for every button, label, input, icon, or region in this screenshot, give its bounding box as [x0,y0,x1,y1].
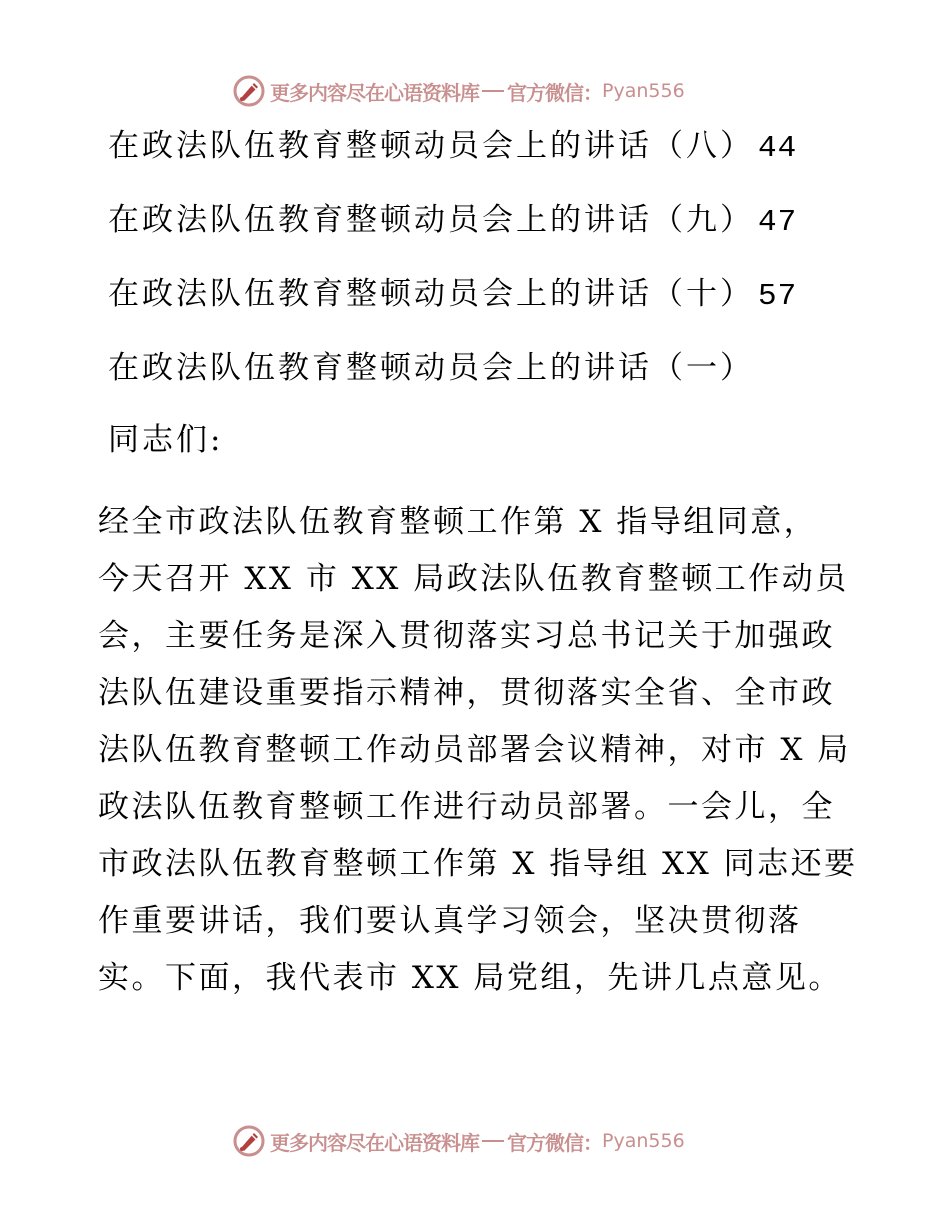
paragraph-line: 法队伍建设重要指示精神，贯彻落实全省、全市政 [98,675,835,711]
toc-entry-page: 44 [758,131,798,166]
pen-nib-circle-icon [232,74,266,108]
paragraph-line: 市政法队伍教育整顿工作第 X 指导组 XX 同志还要 [98,846,858,882]
watermark-separator [482,90,504,92]
toc-entry [108,126,797,169]
speech-paragraph [98,494,858,1007]
toc-entry-title: 在政法队伍教育整顿动员会上的讲话（八） [108,128,754,164]
paragraph-line: 今天召开 XX 市 XX 局政法队伍教育整顿工作动员 [98,561,849,597]
toc-entry-page: 57 [758,279,798,314]
section-title: 在政法队伍教育整顿动员会上的讲话（一） [108,350,754,386]
toc-entry-title: 在政法队伍教育整顿动员会上的讲话（十） [108,276,754,312]
watermark-text: 更多内容尽在心语资料库 [270,80,479,105]
pen-nib-circle-icon [232,1124,266,1158]
paragraph-line: 作重要讲话，我们要认真学习领会，坚决贯彻落 [98,903,802,939]
watermark-label: 官方微信： [507,1130,602,1155]
toc-entry-title: 在政法队伍教育整顿动员会上的讲话（九） [108,202,754,238]
paragraph-line: 会，主要任务是深入贯彻落实习总书记关于加强政 [98,618,835,654]
toc-entry-page: 47 [758,205,798,240]
greeting: 同志们: [108,422,224,458]
watermark-account: Pyan556 [602,1130,685,1152]
watermark-separator [482,1140,504,1142]
paragraph-line: 经全市政法队伍教育整顿工作第 X 指导组同意， [98,504,818,540]
paragraph-line: 政法队伍教育整顿工作进行动员部署。一会儿，全 [98,789,835,825]
toc-entry [108,274,797,317]
toc-entry [108,200,797,243]
header-watermark [232,71,685,111]
watermark-account: Pyan556 [602,80,685,102]
watermark-text: 更多内容尽在心语资料库 [270,1130,479,1155]
paragraph-line: 法队伍教育整顿工作动员部署会议精神，对市 X 局 [98,732,851,768]
paragraph-line: 实。下面，我代表市 XX 局党组，先讲几点意见。 [98,960,842,996]
watermark-label: 官方微信： [507,80,602,105]
footer-watermark [232,1121,685,1161]
